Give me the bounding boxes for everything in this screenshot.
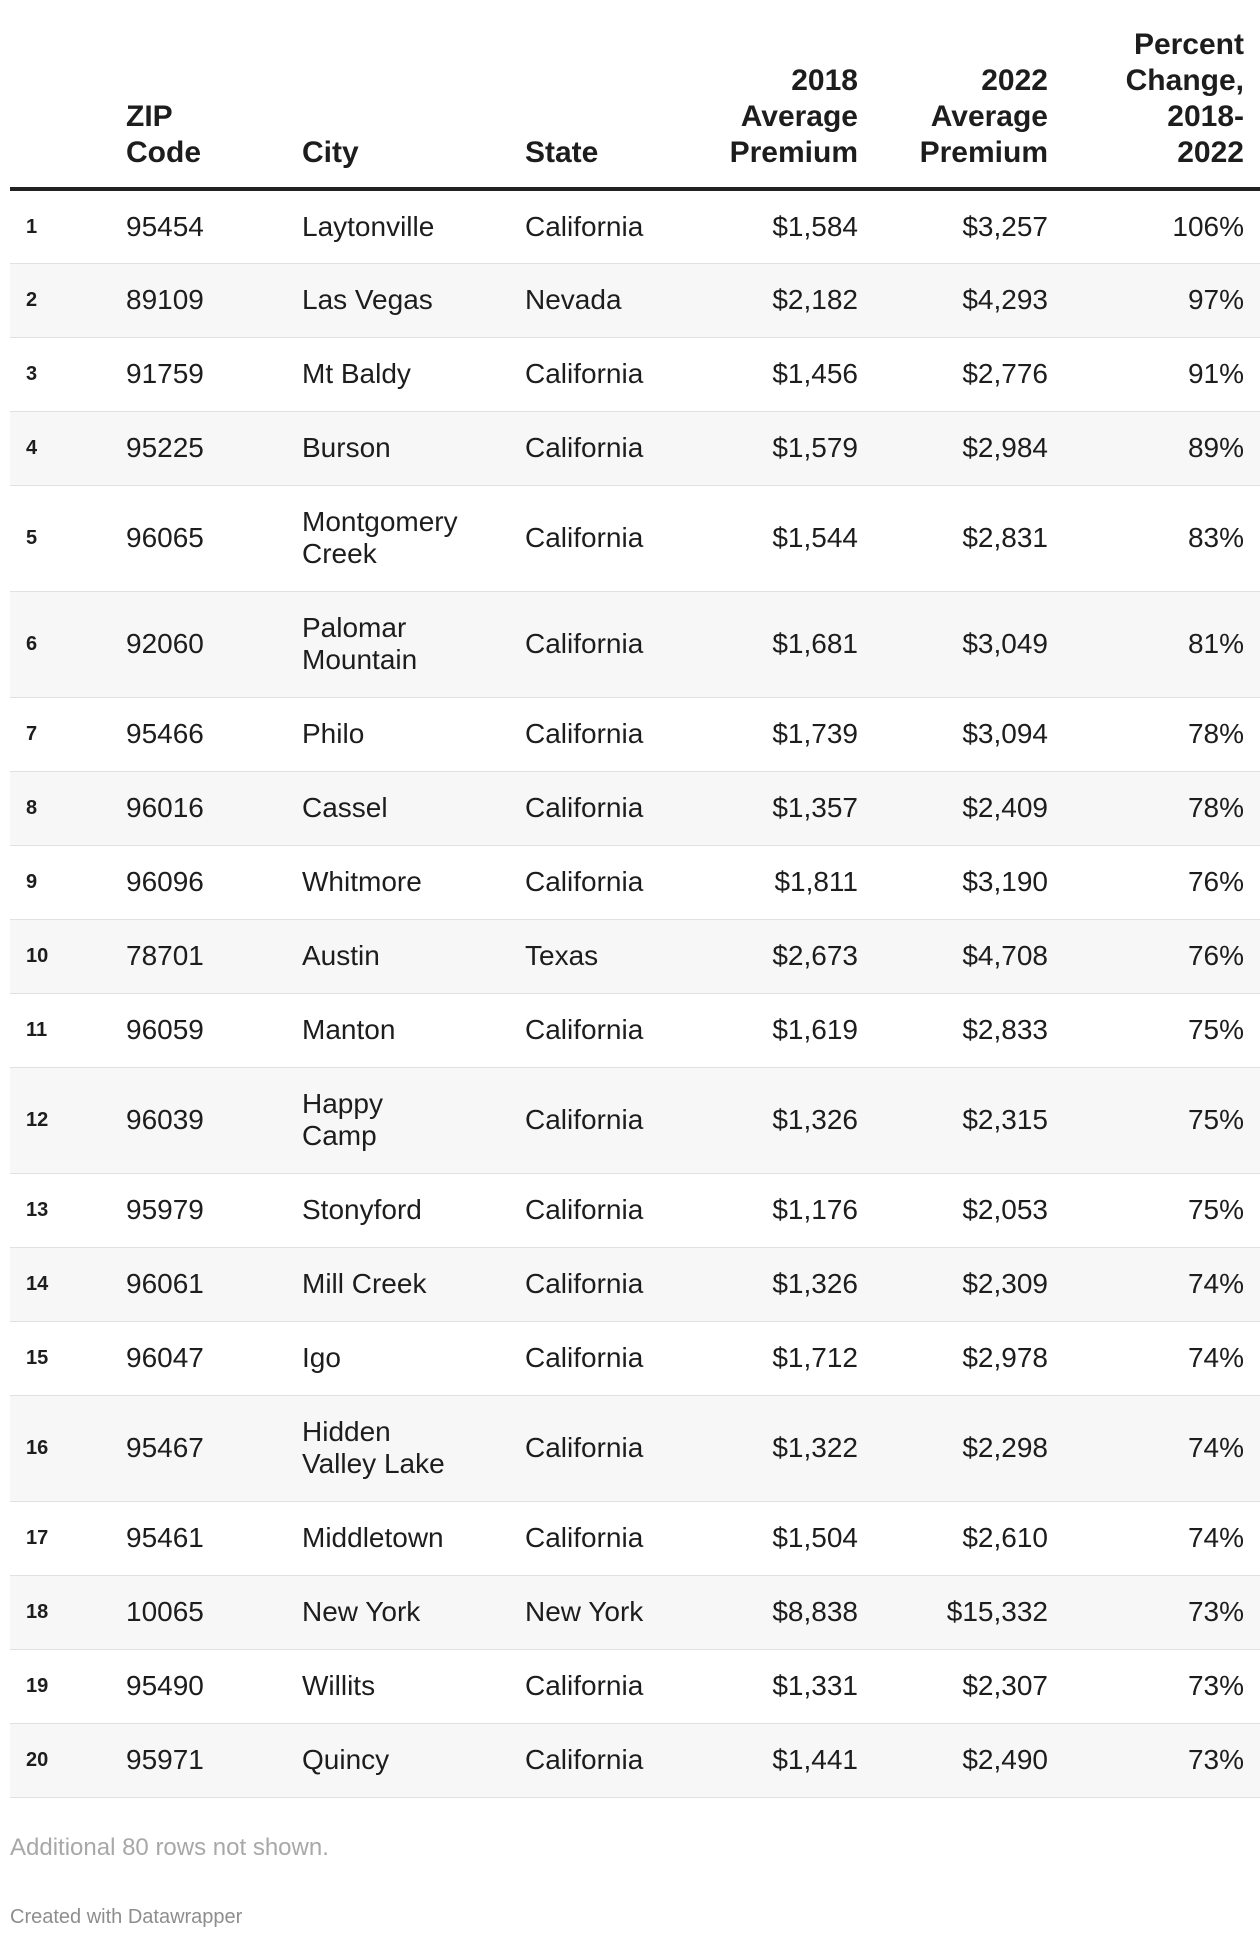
cell-city: Quincy — [286, 1723, 509, 1797]
cell-percent-change: 106% — [1064, 189, 1260, 263]
cell-city: Stonyford — [286, 1173, 509, 1247]
cell-city: Palomar Mountain — [286, 591, 509, 697]
cell-city: Montgomery Creek — [286, 485, 509, 591]
cell-percent-change: 97% — [1064, 263, 1260, 337]
cell-state: California — [509, 1173, 709, 1247]
cell-2018-premium: $1,326 — [709, 1247, 874, 1321]
table-row — [10, 1501, 1260, 1575]
table-body — [10, 189, 1260, 1797]
table-row — [10, 919, 1260, 993]
cell-2022-premium: $2,610 — [874, 1501, 1064, 1575]
cell-zip-code: 95461 — [110, 1501, 286, 1575]
cell-2022-premium: $2,984 — [874, 411, 1064, 485]
cell-city: New York — [286, 1575, 509, 1649]
cell-state: Texas — [509, 919, 709, 993]
cell-zip-code: 10065 — [110, 1575, 286, 1649]
cell-percent-change: 81% — [1064, 591, 1260, 697]
cell-2018-premium: $1,456 — [709, 337, 874, 411]
cell-state: California — [509, 1067, 709, 1173]
cell-rank: 11 — [10, 993, 110, 1067]
cell-city: Igo — [286, 1321, 509, 1395]
table-row — [10, 411, 1260, 485]
cell-rank: 10 — [10, 919, 110, 993]
header-state[interactable]: State — [509, 0, 709, 189]
cell-2018-premium: $1,619 — [709, 993, 874, 1067]
cell-zip-code: 92060 — [110, 591, 286, 697]
cell-state: California — [509, 1395, 709, 1501]
cell-percent-change: 78% — [1064, 697, 1260, 771]
table-row — [10, 263, 1260, 337]
cell-city: Burson — [286, 411, 509, 485]
cell-city: Mt Baldy — [286, 337, 509, 411]
cell-zip-code: 91759 — [110, 337, 286, 411]
table-row — [10, 337, 1260, 411]
cell-city: Middletown — [286, 1501, 509, 1575]
cell-2022-premium: $15,332 — [874, 1575, 1064, 1649]
cell-state: California — [509, 485, 709, 591]
cell-2022-premium: $2,776 — [874, 337, 1064, 411]
table-row — [10, 189, 1260, 263]
cell-state: California — [509, 1321, 709, 1395]
header-rank[interactable] — [10, 0, 110, 189]
cell-state: California — [509, 771, 709, 845]
cell-rank: 7 — [10, 697, 110, 771]
cell-2022-premium: $2,298 — [874, 1395, 1064, 1501]
cell-state: California — [509, 411, 709, 485]
cell-state: California — [509, 1649, 709, 1723]
cell-2022-premium: $4,708 — [874, 919, 1064, 993]
table-row — [10, 591, 1260, 697]
cell-rank: 14 — [10, 1247, 110, 1321]
table-row — [10, 1067, 1260, 1173]
table-row — [10, 1575, 1260, 1649]
cell-zip-code: 96047 — [110, 1321, 286, 1395]
table-row — [10, 1723, 1260, 1797]
cell-zip-code: 95490 — [110, 1649, 286, 1723]
cell-percent-change: 75% — [1064, 1067, 1260, 1173]
cell-percent-change: 74% — [1064, 1501, 1260, 1575]
cell-rank: 12 — [10, 1067, 110, 1173]
cell-2022-premium: $3,049 — [874, 591, 1064, 697]
table-row — [10, 771, 1260, 845]
cell-state: California — [509, 993, 709, 1067]
cell-state: California — [509, 1501, 709, 1575]
cell-zip-code: 95979 — [110, 1173, 286, 1247]
table-row — [10, 845, 1260, 919]
cell-rank: 16 — [10, 1395, 110, 1501]
table-row — [10, 993, 1260, 1067]
cell-percent-change: 75% — [1064, 1173, 1260, 1247]
cell-rank: 9 — [10, 845, 110, 919]
cell-city: Hidden Valley Lake — [286, 1395, 509, 1501]
cell-2018-premium: $1,544 — [709, 485, 874, 591]
header-city[interactable]: City — [286, 0, 509, 189]
cell-rank: 2 — [10, 263, 110, 337]
cell-rank: 13 — [10, 1173, 110, 1247]
cell-2022-premium: $2,309 — [874, 1247, 1064, 1321]
cell-percent-change: 74% — [1064, 1247, 1260, 1321]
cell-state: Nevada — [509, 263, 709, 337]
table-row — [10, 1649, 1260, 1723]
table-row — [10, 1247, 1260, 1321]
cell-2018-premium: $8,838 — [709, 1575, 874, 1649]
cell-2018-premium: $1,739 — [709, 697, 874, 771]
cell-2018-premium: $1,331 — [709, 1649, 874, 1723]
cell-zip-code: 96039 — [110, 1067, 286, 1173]
cell-city: Whitmore — [286, 845, 509, 919]
cell-2022-premium: $2,315 — [874, 1067, 1064, 1173]
cell-zip-code: 89109 — [110, 263, 286, 337]
cell-2018-premium: $1,504 — [709, 1501, 874, 1575]
cell-2018-premium: $1,579 — [709, 411, 874, 485]
header-percent-change[interactable]: Percent Change, 2018- 2022 — [1064, 0, 1260, 189]
cell-percent-change: 73% — [1064, 1575, 1260, 1649]
cell-percent-change: 76% — [1064, 919, 1260, 993]
cell-zip-code: 95971 — [110, 1723, 286, 1797]
cell-zip-code: 78701 — [110, 919, 286, 993]
cell-rank: 4 — [10, 411, 110, 485]
cell-2022-premium: $2,053 — [874, 1173, 1064, 1247]
cell-zip-code: 96059 — [110, 993, 286, 1067]
cell-rank: 8 — [10, 771, 110, 845]
cell-2018-premium: $1,811 — [709, 845, 874, 919]
cell-rank: 5 — [10, 485, 110, 591]
cell-2018-premium: $1,322 — [709, 1395, 874, 1501]
cell-city: Las Vegas — [286, 263, 509, 337]
cell-2022-premium: $3,190 — [874, 845, 1064, 919]
cell-city: Cassel — [286, 771, 509, 845]
premium-table — [10, 0, 1260, 1798]
table-header-row — [10, 0, 1260, 189]
cell-2022-premium: $2,833 — [874, 993, 1064, 1067]
cell-2022-premium: $2,490 — [874, 1723, 1064, 1797]
cell-state: California — [509, 1723, 709, 1797]
table-row — [10, 1173, 1260, 1247]
cell-rank: 3 — [10, 337, 110, 411]
cell-zip-code: 95225 — [110, 411, 286, 485]
credit-line: Created with Datawrapper — [10, 1906, 243, 1928]
cell-percent-change: 73% — [1064, 1723, 1260, 1797]
table-notes: Additional 80 rows not shown. — [10, 1834, 329, 1861]
cell-percent-change: 75% — [1064, 993, 1260, 1067]
cell-rank: 18 — [10, 1575, 110, 1649]
cell-percent-change: 89% — [1064, 411, 1260, 485]
cell-2022-premium: $2,831 — [874, 485, 1064, 591]
header-zip-code[interactable]: ZIP Code — [110, 0, 286, 189]
cell-zip-code: 96016 — [110, 771, 286, 845]
cell-percent-change: 73% — [1064, 1649, 1260, 1723]
cell-state: California — [509, 337, 709, 411]
data-table-container — [10, 0, 1244, 1798]
cell-percent-change: 76% — [1064, 845, 1260, 919]
cell-state: California — [509, 1247, 709, 1321]
cell-city: Happy Camp — [286, 1067, 509, 1173]
cell-zip-code: 96065 — [110, 485, 286, 591]
cell-2018-premium: $1,357 — [709, 771, 874, 845]
cell-2018-premium: $1,681 — [709, 591, 874, 697]
cell-percent-change: 74% — [1064, 1395, 1260, 1501]
cell-2018-premium: $1,326 — [709, 1067, 874, 1173]
cell-state: California — [509, 189, 709, 263]
cell-2022-premium: $2,978 — [874, 1321, 1064, 1395]
cell-rank: 17 — [10, 1501, 110, 1575]
cell-rank: 20 — [10, 1723, 110, 1797]
cell-zip-code: 96061 — [110, 1247, 286, 1321]
cell-2018-premium: $1,584 — [709, 189, 874, 263]
cell-state: California — [509, 845, 709, 919]
cell-city: Manton — [286, 993, 509, 1067]
cell-rank: 6 — [10, 591, 110, 697]
cell-percent-change: 78% — [1064, 771, 1260, 845]
cell-2022-premium: $3,094 — [874, 697, 1064, 771]
cell-zip-code: 95467 — [110, 1395, 286, 1501]
cell-percent-change: 83% — [1064, 485, 1260, 591]
header-2022-premium[interactable]: 2022 Average Premium — [874, 0, 1064, 189]
cell-2022-premium: $4,293 — [874, 263, 1064, 337]
cell-2018-premium: $1,441 — [709, 1723, 874, 1797]
table-row — [10, 1321, 1260, 1395]
cell-2018-premium: $1,712 — [709, 1321, 874, 1395]
cell-city: Willits — [286, 1649, 509, 1723]
cell-city: Austin — [286, 919, 509, 993]
cell-state: New York — [509, 1575, 709, 1649]
table-row — [10, 485, 1260, 591]
cell-zip-code: 96096 — [110, 845, 286, 919]
cell-percent-change: 91% — [1064, 337, 1260, 411]
cell-city: Laytonville — [286, 189, 509, 263]
cell-2018-premium: $1,176 — [709, 1173, 874, 1247]
table-row — [10, 1395, 1260, 1501]
cell-2022-premium: $3,257 — [874, 189, 1064, 263]
header-2018-premium[interactable]: 2018 Average Premium — [709, 0, 874, 189]
cell-rank: 1 — [10, 189, 110, 263]
cell-state: California — [509, 591, 709, 697]
cell-zip-code: 95454 — [110, 189, 286, 263]
cell-zip-code: 95466 — [110, 697, 286, 771]
cell-2018-premium: $2,673 — [709, 919, 874, 993]
table-row — [10, 697, 1260, 771]
cell-2018-premium: $2,182 — [709, 263, 874, 337]
cell-percent-change: 74% — [1064, 1321, 1260, 1395]
cell-city: Philo — [286, 697, 509, 771]
cell-city: Mill Creek — [286, 1247, 509, 1321]
cell-rank: 19 — [10, 1649, 110, 1723]
cell-2022-premium: $2,409 — [874, 771, 1064, 845]
cell-rank: 15 — [10, 1321, 110, 1395]
cell-2022-premium: $2,307 — [874, 1649, 1064, 1723]
cell-state: California — [509, 697, 709, 771]
